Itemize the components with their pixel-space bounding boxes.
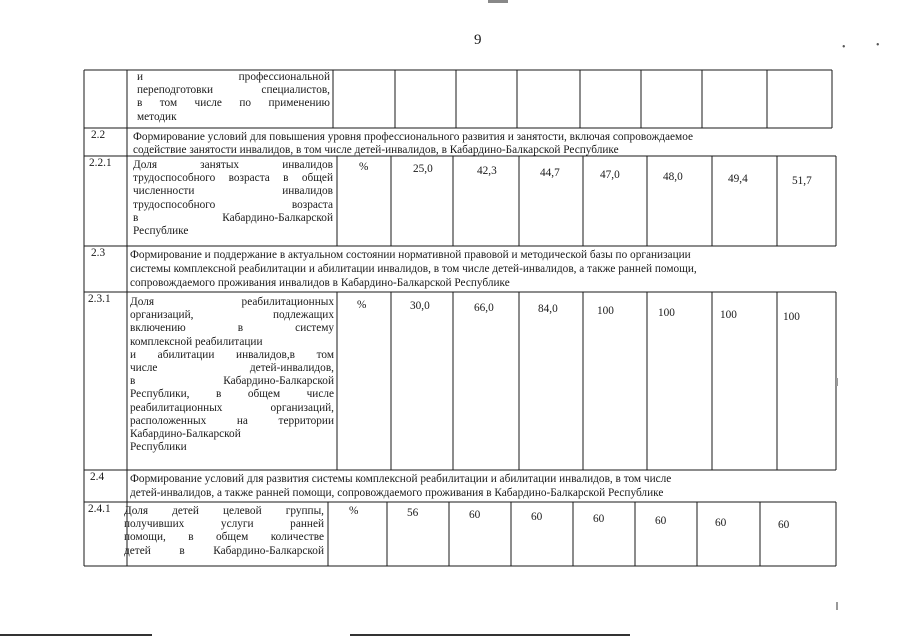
value-cell: 60 bbox=[531, 511, 543, 523]
indicator-description-line: числе детей-инвалидов, bbox=[130, 361, 334, 374]
indicator-description-line: помощи, в общем количестве bbox=[124, 531, 324, 544]
indicator-description-line: методик bbox=[137, 110, 177, 123]
scan-mark bbox=[836, 378, 838, 386]
value-cell: 100 bbox=[783, 311, 800, 323]
table-row bbox=[124, 505, 324, 558]
section-number: 2.3 bbox=[91, 247, 106, 259]
value-cell: 42,3 bbox=[477, 165, 497, 177]
value-cell: 60 bbox=[593, 513, 605, 525]
indicator-description-line: численности инвалидов bbox=[133, 185, 333, 198]
indicator-description-line: Кабардино-Балкарской bbox=[130, 427, 241, 440]
indicator-number: 2.2.1 bbox=[89, 157, 112, 169]
indicator-description-line: включению в систему bbox=[130, 322, 334, 335]
value-cell: 48,0 bbox=[663, 171, 683, 183]
value-cell: 60 bbox=[715, 517, 727, 529]
indicator-description-line: расположенных на территории bbox=[130, 414, 334, 427]
value-cell: 100 bbox=[597, 305, 614, 317]
value-cell: 60 bbox=[469, 509, 481, 521]
section-number: 2.2 bbox=[91, 129, 106, 141]
table-row bbox=[133, 159, 333, 238]
value-cell: 51,7 bbox=[792, 175, 812, 187]
unit-cell: % bbox=[359, 161, 369, 173]
indicator-description-line: трудоспособного возраста bbox=[133, 198, 333, 211]
value-cell: 44,7 bbox=[540, 167, 560, 179]
scan-edge-line bbox=[0, 634, 152, 636]
section-title-line: содействие занятости инвалидов, в том числе детей-инвалидов, в Кабардино-Балкарской Республике bbox=[133, 144, 619, 156]
section-title-line: Формирование условий для повышения уровня профессионального развития и занятости, включая сопровождаемое bbox=[133, 131, 694, 143]
value-cell: 47,0 bbox=[600, 169, 620, 181]
unit-cell: % bbox=[349, 505, 359, 517]
section-title-line: системы комплексной реабилитации и абилитации инвалидов, в том числе детей-инвалидов, а также ранней помощи, bbox=[130, 263, 697, 275]
value-cell: 25,0 bbox=[413, 163, 433, 175]
indicator-description-line: в том числе по применению bbox=[137, 97, 330, 110]
indicator-description-line: трудоспособного возраста в общей bbox=[133, 172, 333, 185]
indicator-description-line: и профессиональной bbox=[137, 71, 330, 83]
indicator-description-line: Доля занятых инвалидов bbox=[133, 159, 333, 171]
section-number: 2.4 bbox=[90, 471, 105, 483]
indicator-description-line: Республики, в общем числе bbox=[130, 388, 334, 401]
scan-mark: • bbox=[876, 40, 880, 51]
table-row bbox=[137, 71, 330, 124]
value-cell: 60 bbox=[655, 515, 667, 527]
value-cell: 66,0 bbox=[474, 302, 494, 314]
indicator-description-line: комплексной реабилитации bbox=[130, 335, 263, 348]
section-title-line: Формирование условий для развития системы комплексной реабилитации и абилитации инвалидов, в том числе bbox=[130, 473, 672, 485]
indicator-description-line: Доля реабилитационных bbox=[130, 296, 334, 308]
value-cell: 56 bbox=[407, 507, 419, 519]
value-cell: 100 bbox=[720, 309, 737, 321]
section-title-line: детей-инвалидов, а также ранней помощи, сопровождаемого проживания в Кабардино-Балкарской Республике bbox=[130, 487, 664, 499]
indicator-description-line: Республики bbox=[130, 441, 187, 454]
scan-mark bbox=[836, 602, 838, 610]
indicator-description-line: получивших услуги ранней bbox=[124, 518, 324, 531]
indicator-description-line: Доля детей целевой группы, bbox=[124, 505, 324, 517]
indicator-number: 2.3.1 bbox=[88, 293, 111, 305]
scan-mark: • bbox=[842, 42, 846, 53]
unit-cell: % bbox=[357, 299, 367, 311]
indicator-description-line: организаций, подлежащих bbox=[130, 309, 334, 322]
value-cell: 49,4 bbox=[728, 173, 748, 185]
indicator-description-line: реабилитационных организаций, bbox=[130, 401, 334, 414]
value-cell: 60 bbox=[778, 519, 790, 531]
value-cell: 100 bbox=[658, 307, 675, 319]
indicator-description-line: в Кабардино-Балкарской bbox=[133, 211, 333, 224]
page-number: 9 bbox=[474, 32, 482, 48]
indicator-description-line: детей в Кабардино-Балкарской bbox=[124, 544, 324, 557]
section-title-line: сопровождаемого проживания инвалидов в Кабардино-Балкарской Республике bbox=[130, 277, 510, 289]
scan-edge-line bbox=[350, 634, 630, 636]
indicator-description-line: в Кабардино-Балкарской bbox=[130, 375, 334, 388]
indicator-description-line: Республике bbox=[133, 224, 189, 237]
section-title-line: Формирование и поддержание в актуальном состоянии нормативной правовой и методической базы по организации bbox=[130, 249, 691, 261]
indicator-description-line: переподготовки специалистов, bbox=[137, 84, 330, 97]
value-cell: 30,0 bbox=[410, 300, 430, 312]
indicator-description-line: и абилитации инвалидов,в том bbox=[130, 348, 334, 361]
value-cell: 84,0 bbox=[538, 303, 558, 315]
table-row bbox=[130, 296, 334, 454]
indicator-number: 2.4.1 bbox=[88, 503, 111, 515]
